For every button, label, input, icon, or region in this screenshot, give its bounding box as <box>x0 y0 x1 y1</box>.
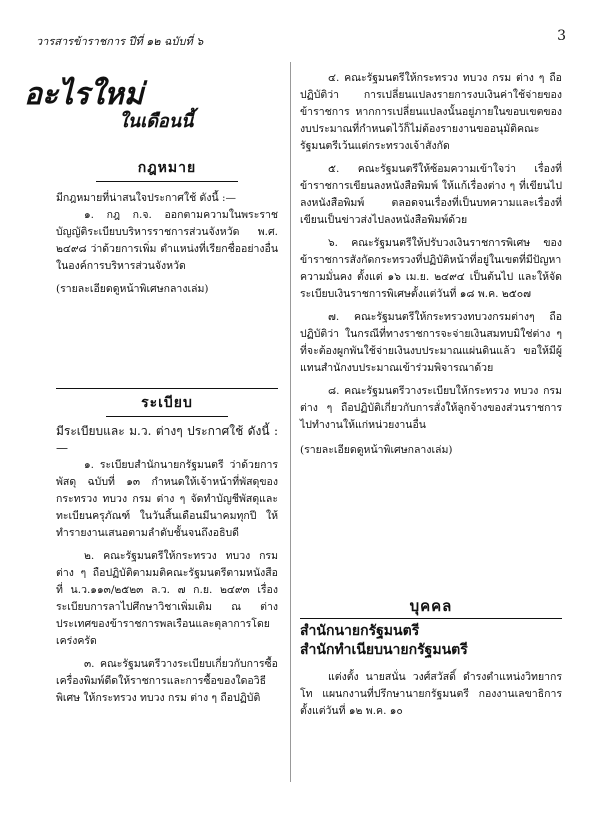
regs-item-5: ๕. คณะรัฐมนตรีให้ซ้อมความเข้าใจว่า เรื่องที่ข้าราชการเขียนลงหนังสือพิมพ์ ให้แก้เรื่องต่าง ๆ ที่เขียนไปลงหนังสือพิมพ์ ตลอดจนเรื่องที่เป็นบทความและเรื่องที่เขียนเป็นข่าวส่งไปลงหนังสือพิมพ์ด้วย <box>300 163 562 226</box>
svg-text:อะไรใหม่: อะไรใหม่ <box>24 77 144 112</box>
regs-rule-top <box>56 388 278 389</box>
persons-office-2: สำนักทำเนียบนายกรัฐมนตรี <box>300 642 468 658</box>
regs-rule <box>106 416 228 417</box>
svg-text:ในเดือนนี้: ในเดือนนี้ <box>119 111 194 132</box>
journal-title: วารสารข้าราชการ ปีที่ ๑๒ ฉบับที่ ๖ <box>36 35 204 48</box>
regs-continued <box>300 70 562 459</box>
logo-lettering <box>24 72 214 132</box>
persons-section <box>300 598 562 720</box>
regs-intro: มีระเบียบและ ม.ว. ต่างๆ ประกาศใช้ ดังนี้ :— <box>56 424 278 455</box>
section-logo <box>24 72 214 132</box>
running-header <box>36 28 566 50</box>
persons-rule <box>300 618 562 619</box>
column-divider <box>290 62 291 782</box>
regs-item-4: ๔. คณะรัฐมนตรีให้กระทรวง ทบวง กรม ต่าง ๆ ถือปฏิบัติว่า การเปลี่ยนแปลงรายการงบเงินค่าใช้จ่ายของข้าราชการ หากการเปลี่ยนแปลงนั้นอยู่ภายในขอบเขตของงบประมาณที่กำหนดไว้ก็ไม่ต้องรายงานขออนุมัติคณะรัฐมนตรีเว้นแต่กระทรวงเจ้าสังกัด <box>300 72 562 152</box>
regs-title: ระเบียบ <box>141 395 193 411</box>
laws-item-1: ๑. กฎ ก.จ. ออกตามความในพระราชบัญญัติระเบียบบริหารราชการส่วนจังหวัด พ.ศ. ๒๔๙๘ ว่าด้วยการเพิ่ม ตำแหน่งที่เรียกชื่ออย่างอื่น ในองค์การบริหารส่วนจังหวัด <box>56 209 278 272</box>
regs-item-2: ๒. คณะรัฐมนตรีให้กระทรวง ทบวง กรมต่าง ๆ ถือปฏิบัติตามมติคณะรัฐมนตรีตามหนังสือที่ น.ว.๑๑๓/๒๕๒๓ ล.ว. ๗ ก.ย. ๒๔๙๓ เรื่องระเบียบการลาไปศึกษาวิชาเพิ่มเติม ณ ต่างประเทศของข้าราชการพลเรือนและตุลาการโดยเคร่งครัด <box>56 550 278 647</box>
laws-title: กฎหมาย <box>137 160 197 176</box>
regs-item-6: ๖. คณะรัฐมนตรีให้ปรับวงเงินราชการพิเศษ ของข้าราชการสังกัดกระทรวงที่ปฏิบัติหน้าที่อยู่ในเขตที่มีปัญหาความมั่นคง ตั้งแต่ ๑๖ เม.ย. ๒๔๙๔ เป็นต้นไป และให้จัดระเบียบเงินราชการพิเศษตั้งแต่วันที่ ๑๘ พ.ค. ๒๕๐๗ <box>300 237 562 300</box>
regs-item-3: ๓. คณะรัฐมนตรีวางระเบียบเกี่ยวกับการซื้อเครื่องพิมพ์ดีดให้ราชการและการซื้อของใดอวิธีพิเศษ ให้กระทรวง ทบวง กรม ต่าง ๆ ถือปฏิบัติ <box>56 658 278 704</box>
regs-item-7: ๗. คณะรัฐมนตรีให้กระทรวงทบวงกรมต่างๆ ถือปฏิบัติว่า ในกรณีที่ทางราชการจะจ่ายเงินสมทบมิใช่ต่าง ๆ ที่จะต้องผูกพันใช้จ่ายเงินงบประมาณแผ่นดินแล้ว ขอให้มีผู้แทนสำนักงบประมาณเข้าร่วมพิจารณาด้วย <box>300 311 562 374</box>
laws-rule <box>96 181 238 182</box>
regs-note: (รายละเอียดดูหน้าพิเศษกลางเล่ม) <box>300 444 453 456</box>
laws-note: (รายละเอียดดูหน้าพิเศษกลางเล่ม) <box>56 283 209 295</box>
persons-title: บุคคล <box>409 597 453 615</box>
page-number: 3 <box>557 28 566 44</box>
regs-item-1: ๑. ระเบียบสำนักนายกรัฐมนตรี ว่าด้วยการพัสดุ ฉบับที่ ๑๓ กำหนดให้เจ้าหน้าที่พัสดุของกระทรวง ทบวง กรม ต่าง ๆ จัดทำบัญชีพัสดุและทะเบียนครุภัณฑ์ ในวันสิ้นเดือนมีนาคมทุกปี ให้ทำรายงานเสนอตามลำดับชั้นจนถึงอธิบดี <box>56 459 278 539</box>
persons-body: แต่งตั้ง นายสนั่น วงศ์สวัสดิ์ ดำรงตำแหน่งวิทยากรโท แผนกงานที่ปรึกษานายกรัฐมนตรี กองงานเลขาธิการ ตั้งแต่วันที่ ๑๒ พ.ค. ๑๐ <box>300 671 562 717</box>
laws-section <box>56 160 278 298</box>
persons-office-1: สำนักนายกรัฐมนตรี <box>300 623 420 639</box>
regs-section <box>56 388 278 707</box>
regs-item-8: ๘. คณะรัฐมนตรีวางระเบียบให้กระทรวง ทบวง กรมต่าง ๆ ถือปฏิบัติเกี่ยวกับการสั่งให้ลูกจ้างของส่วนราชการไปทำงานให้แก่หน่วยงานอื่น <box>300 385 562 431</box>
laws-intro: มีกฎหมายที่น่าสนใจประกาศใช้ ดังนี้ :— <box>56 192 237 204</box>
